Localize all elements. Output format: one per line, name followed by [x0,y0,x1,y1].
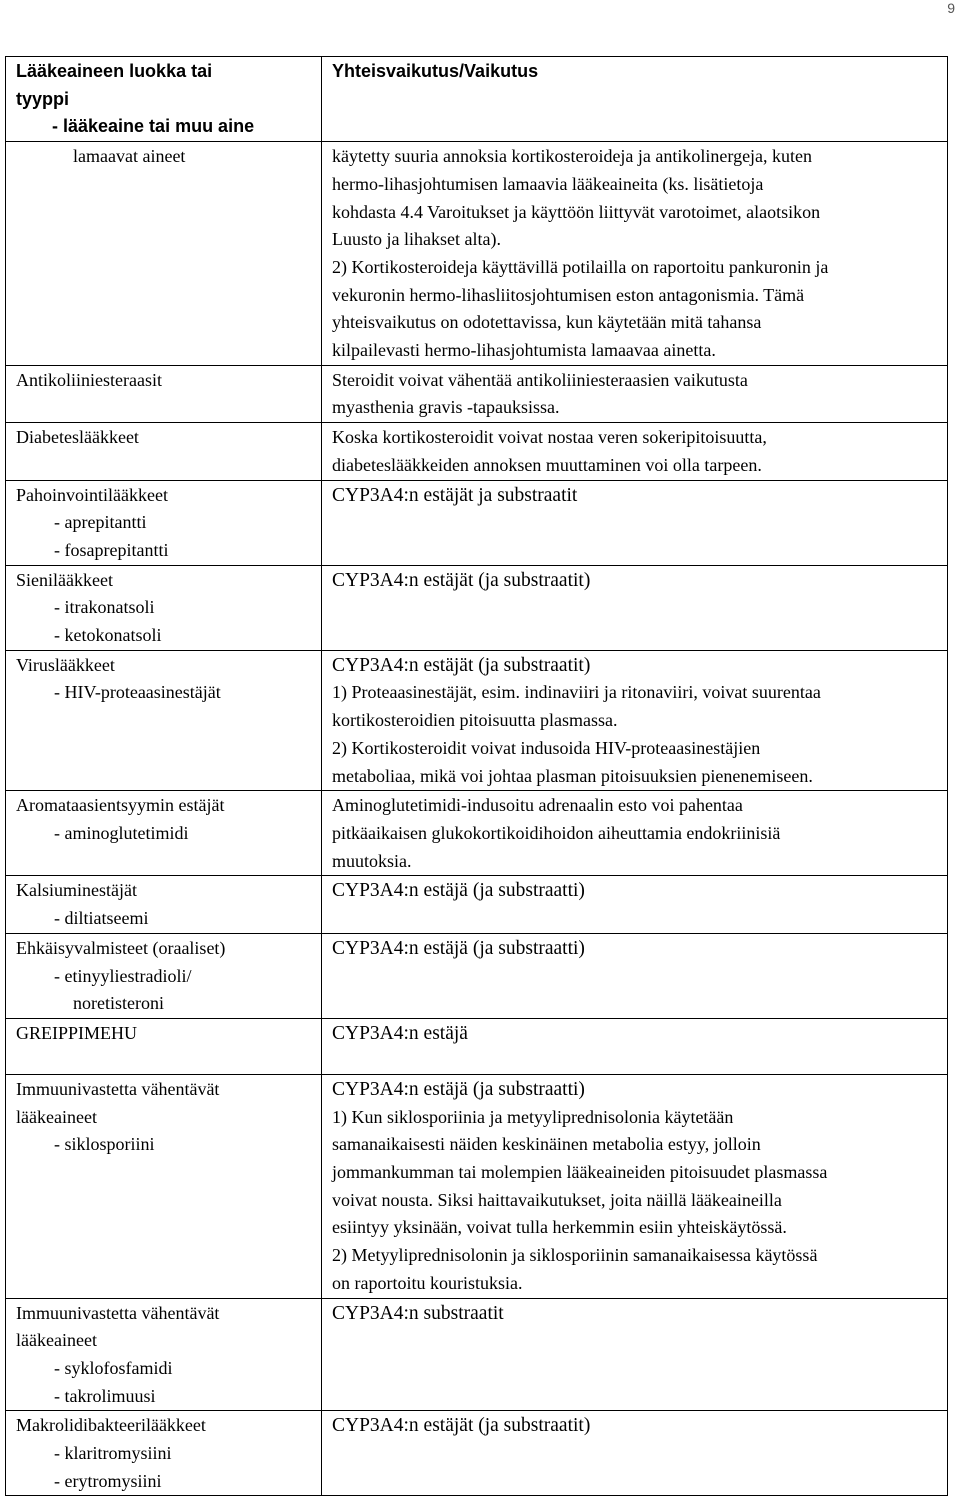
drug-class-cell [6,142,322,366]
header-drug-class-line: tyyppi [16,88,70,109]
drug-class-name: Makrolidibakteerilääkkeet [16,1415,206,1436]
effect-summary: CYP3A4:n estäjä (ja substraatti) [332,880,585,902]
effect-cell [322,876,948,933]
table-row [6,650,948,791]
header-cell-drug-class [6,57,322,142]
table-row [6,1074,948,1298]
table-row [6,565,948,650]
effect-line: jommankumman tai molempien lääkeaineiden pitoisuudet plasmassa [332,1162,828,1183]
drug-class-name: lääkeaineet [16,1106,97,1127]
effect-line: esiintyy yksinään, voivat tulla herkemmin esiin yhteiskäytössä. [332,1217,787,1238]
drug-class-cell [6,1298,322,1411]
effect-summary: CYP3A4:n estäjät ja substraatit [332,484,578,506]
effect-line: vekuronin hermo-lihasliitosjohtumisen eston antagonismia. Tämä [332,284,805,305]
effect-line: kortikosteroidien pitoisuutta plasmassa. [332,710,618,731]
effect-line: Koska kortikosteroidit voivat nostaa veren sokeripitoisuutta, [332,427,767,448]
drug-class-cell [6,480,322,565]
drug-class-cell [6,1018,322,1074]
table-row [6,791,948,876]
effect-line: 2) Kortikosteroideja käyttävillä potilailla on raportoitu pankuronin ja [332,256,829,277]
drug-class-name: Ehkäisyvalmisteet (oraaliset) [16,937,226,958]
interaction-table [5,56,948,1496]
effect-line: 1) Kun siklosporiinia ja metyyliprednisolonia käytetään [332,1106,734,1127]
drug-class-name: Diabeteslääkkeet [16,427,139,448]
table-row [6,480,948,565]
drug-class-name: Immuunivastetta vähentävät [16,1302,220,1323]
drug-class-name: Pahoinvointilääkkeet [16,484,168,505]
effect-summary: CYP3A4:n estäjä [332,1022,468,1044]
effect-cell [322,933,948,1018]
effect-line: 2) Metyyliprednisolonin ja siklosporiinin samanaikaisessa käytössä [332,1245,818,1266]
effect-cell [322,423,948,480]
table-row [6,142,948,366]
effect-summary: CYP3A4:n estäjä (ja substraatti) [332,1078,585,1100]
effect-line: myasthenia gravis -tapauksissa. [332,397,560,418]
drug-class-cell [6,365,322,422]
effect-line: samanaikaisesti näiden keskinäinen metabolia estyy, jolloin [332,1134,761,1155]
effect-line: yhteisvaikutus on odotettavissa, kun käytetään mitä tahansa [332,312,762,333]
effect-cell [322,1074,948,1298]
effect-cell [322,791,948,876]
effect-summary: CYP3A4:n estäjät (ja substraatit) [332,569,591,591]
effect-summary: CYP3A4:n estäjät (ja substraatit) [332,1415,591,1437]
effect-line: hermo-lihasjohtumisen lamaavia lääkeaineita (ks. lisätietoja [332,173,764,194]
drug-class-cell [6,423,322,480]
effect-line: 2) Kortikosteroidit voivat indusoida HIV-proteaasinestäjien [332,737,761,758]
drug-class-name: Viruslääkkeet [16,654,115,675]
substance-name: - diltiatseemi [54,908,149,929]
effect-line: voivat nousta. Siksi haittavaikutukset, joita näillä lääkeaineilla [332,1189,782,1210]
substance-name: - klaritromysiini [54,1443,172,1464]
drug-class-cont: lamaavat aineet [73,146,186,167]
effect-line: metaboliaa, mikä voi johtaa plasman pitoisuuksien pienenemiseen. [332,765,813,786]
substance-name: - aprepitantti [54,512,147,533]
effect-line: on raportoitu kouristuksia. [332,1272,523,1293]
drug-class-cell [6,933,322,1018]
header-cell-effect [322,57,948,142]
header-drug-class-line: Lääkeaineen luokka tai [16,61,213,81]
effect-line: kilpailevasti hermo-lihasjohtumista lamaavaa ainetta. [332,340,716,361]
drug-class-cell [6,1411,322,1496]
effect-summary: CYP3A4:n substraatit [332,1302,504,1324]
drug-class-cell [6,876,322,933]
effect-summary: CYP3A4:n estäjät (ja substraatit) [332,654,591,676]
effect-cell [322,365,948,422]
effect-line: Aminoglutetimidi-indusoitu adrenaalin esto voi pahentaa [332,795,743,816]
substance-name: - erytromysiini [54,1470,162,1491]
drug-class-cell [6,565,322,650]
substance-name: - syklofosfamidi [54,1357,173,1378]
drug-class-name: Immuunivastetta vähentävät [16,1078,220,1099]
table-row [6,1411,948,1496]
effect-line: kohdasta 4.4 Varoitukset ja käyttöön liittyvät varotoimet, alaotsikon [332,201,821,222]
table-row [6,876,948,933]
substance-name: - itrakonatsoli [54,597,155,618]
header-effect: Yhteisvaikutus/Vaikutus [332,61,539,81]
drug-class-name: Sienilääkkeet [16,569,113,590]
substance-name: - fosaprepitantti [54,539,169,560]
drug-class-name: Aromataasientsyymin estäjät [16,795,225,816]
table-row [6,1018,948,1074]
effect-cell [322,1298,948,1411]
drug-class-cell [6,1074,322,1298]
drug-class-cell [6,650,322,791]
drug-class-name: Antikoliiniesteraasit [16,369,162,390]
table-row [6,1298,948,1411]
effect-line: käytetty suuria annoksia kortikosteroideja ja antikolinergeja, kuten [332,146,813,167]
effect-cell [322,1411,948,1496]
drug-class-name: lääkeaineet [16,1330,97,1351]
substance-name: - ketokonatsoli [54,625,162,646]
drug-class-name: GREIPPIMEHU [16,1022,138,1043]
substance-name: - etinyyliestradioli/ [54,965,192,986]
substance-name: - HIV-proteaasinestäjät [54,682,221,703]
table-row [6,423,948,480]
drug-class-cell [6,791,322,876]
header-substance-line: - lääkeaine tai muu aine [52,116,255,137]
effect-line: Luusto ja lihakset alta). [332,229,501,250]
effect-line: 1) Proteaasinestäjät, esim. indinaviiri ja ritonaviiri, voivat suurentaa [332,682,821,703]
effect-line: diabeteslääkkeiden annoksen muuttaminen voi olla tarpeen. [332,454,762,475]
effect-cell [322,650,948,791]
effect-line: pitkäaikaisen glukokortikoidihoidon aiheuttamia endokriinisiä [332,822,781,843]
page-number: 9 [947,0,955,16]
substance-name: - takrolimuusi [54,1385,156,1406]
effect-line: muutoksia. [332,850,412,871]
effect-line: Steroidit voivat vähentää antikoliiniesteraasien vaikutusta [332,369,748,390]
table-row [6,933,948,1018]
drug-class-name: Kalsiuminestäjät [16,880,137,901]
table-row [6,365,948,422]
effect-summary: CYP3A4:n estäjä (ja substraatti) [332,937,585,959]
effect-cell [322,480,948,565]
effect-cell [322,142,948,366]
effect-cell [322,1018,948,1074]
table-header-row [6,57,948,142]
substance-name-cont: noretisteroni [73,993,164,1014]
substance-name: - aminoglutetimidi [54,822,189,843]
substance-name: - siklosporiini [54,1134,155,1155]
effect-cell [322,565,948,650]
